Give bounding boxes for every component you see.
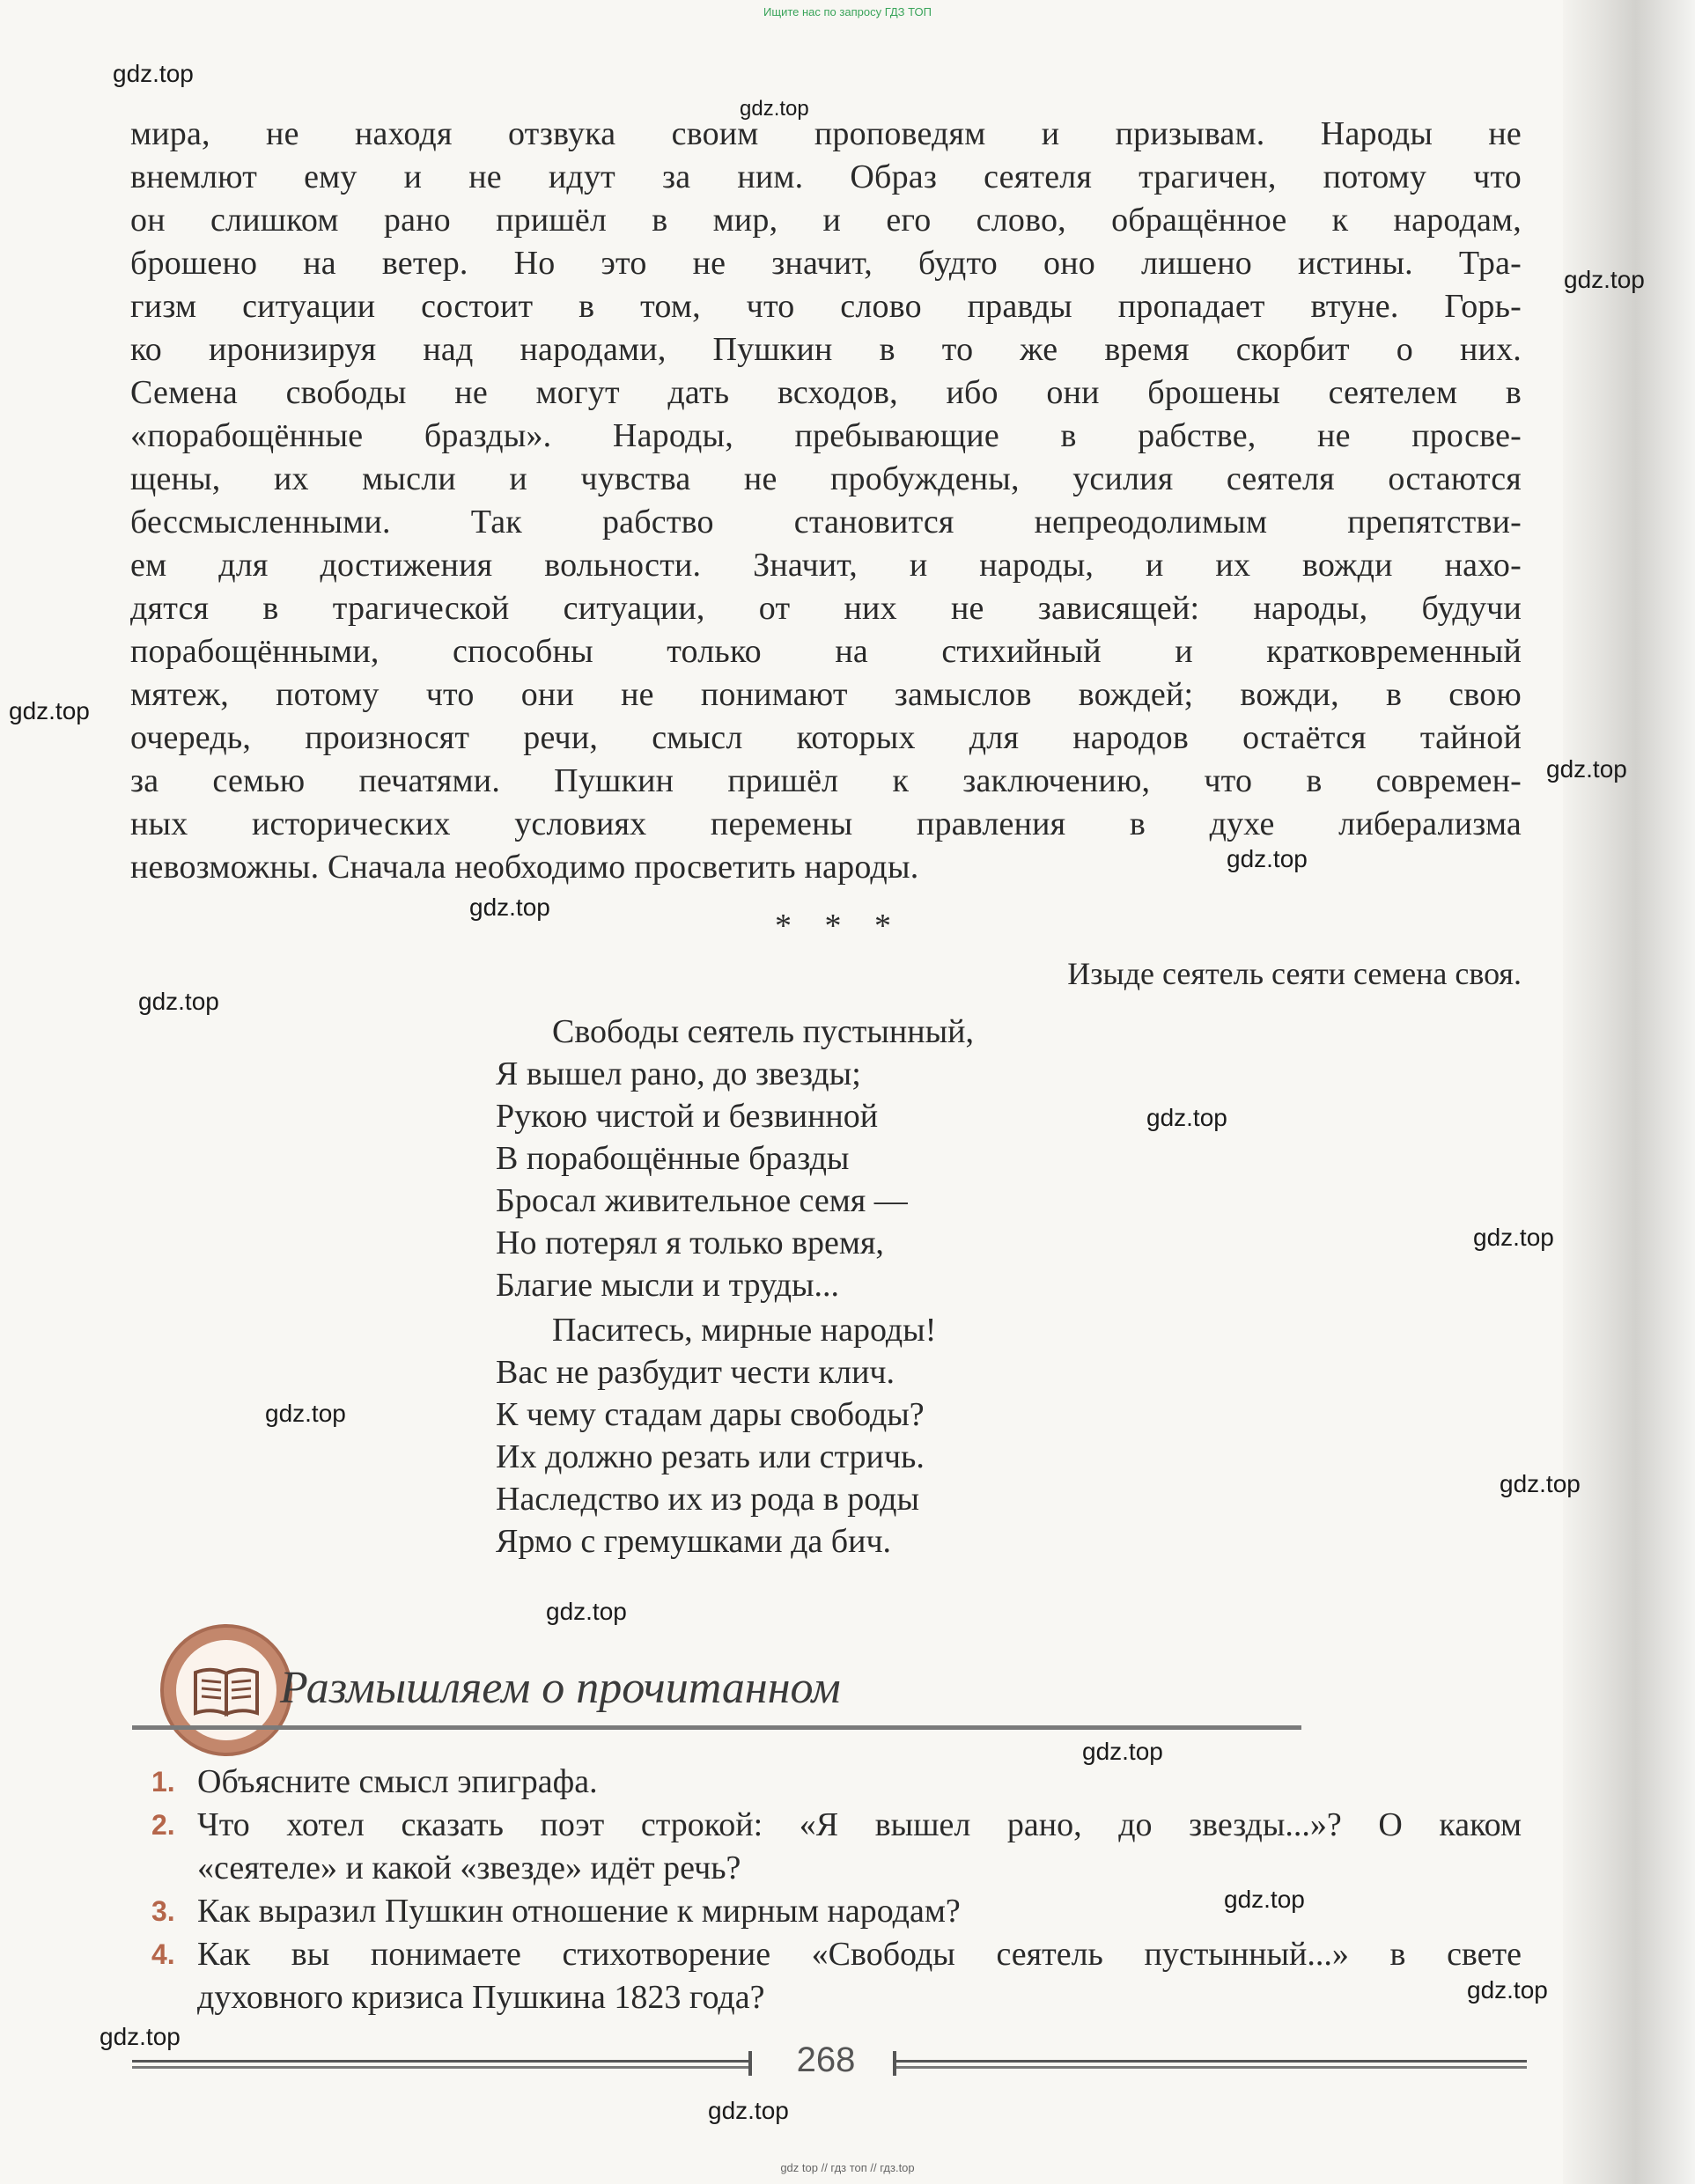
question-list <box>151 1761 1522 2019</box>
prose-line: щены, их мысли и чувства не пробуждены, усилия сеятеля остаются <box>130 460 1522 497</box>
poem-line: К чему стадам дары свободы? <box>496 1396 925 1433</box>
footer-note: gdz top // гдз топ // гдз.top <box>780 2161 915 2174</box>
poem-line: Ярмо с гремушками да бич. <box>496 1523 892 1560</box>
watermark: gdz.top <box>1082 1738 1163 1765</box>
prose-line: гизм ситуации состоит в том, что слово правды пропадает втуне. Горь- <box>130 288 1522 325</box>
poem-line: Паситесь, мирные народы! <box>552 1312 937 1349</box>
prose-line: мятеж, потому что они не понимают замыслов вождей; вожди, в свою <box>130 676 1522 713</box>
watermark: gdz.top <box>1500 1470 1581 1497</box>
prose-line: ем для достижения вольности. Значит, и народы, и их вожди нахо- <box>130 547 1522 584</box>
question-text: «сеятеле» и какой «звезде» идёт речь? <box>197 1849 741 1886</box>
watermark: gdz.top <box>1473 1224 1554 1251</box>
prose-line: «порабощённые бразды». Народы, пребывающие в рабстве, не просве- <box>130 417 1522 454</box>
prose-line: мира, не находя отзвука своим проповедям и призывам. Народы не <box>130 115 1522 152</box>
header-note: Ищите нас по запросу ГДЗ ТОП <box>763 5 932 18</box>
question-number: 2. <box>151 1809 175 1841</box>
prose-line: ных исторических условиях перемены правления в духе либерализма <box>130 805 1522 842</box>
poem-line: Но потерял я только время, <box>496 1224 884 1261</box>
section-title: Размышляем о прочитанном <box>280 1663 841 1713</box>
footer-rule <box>132 2060 748 2069</box>
question-number: 3. <box>151 1895 175 1927</box>
page-number: 268 <box>796 2041 856 2079</box>
prose-line: Семена свободы не могут дать всходов, ибо они брошены сеятелем в <box>130 374 1522 411</box>
poem-line: Вас не разбудит чести клич. <box>496 1354 895 1391</box>
prose-line: ко иронизируя над народами, Пушкин в то же время скорбит о них. <box>130 331 1522 368</box>
question-text: Как выразил Пушкин отношение к мирным народам? <box>197 1893 961 1930</box>
watermark: gdz.top <box>740 97 809 121</box>
watermark: gdz.top <box>138 988 219 1015</box>
question-number: 4. <box>151 1938 175 1970</box>
watermark: gdz.top <box>1564 266 1645 293</box>
prose-line: внемлют ему и не идут за ним. Образ сеятеля трагичен, потому что <box>130 158 1522 195</box>
poem-line: Их должно резать или стричь. <box>496 1438 925 1475</box>
prose-line: дятся в трагической ситуации, от них не зависящей: народы, будучи <box>130 590 1522 627</box>
question-text: духовного кризиса Пушкина 1823 года? <box>197 1979 765 2016</box>
page-gutter-shadow <box>1563 0 1695 2184</box>
watermark: gdz.top <box>1146 1104 1227 1131</box>
watermark: gdz.top <box>1546 755 1627 783</box>
poem-line: Бросал живительное семя — <box>496 1182 908 1219</box>
watermark: gdz.top <box>546 1598 627 1625</box>
watermark: gdz.top <box>1224 1886 1305 1913</box>
footer-rule <box>748 2051 752 2076</box>
prose-line: за семью печатями. Пушкин пришёл к заключению, что в современ- <box>130 762 1522 799</box>
poem-line: Наследство их из рода в роды <box>496 1481 919 1518</box>
prose-line: он слишком рано пришёл в мир, и его слово, обращённое к народам, <box>130 202 1522 239</box>
question-text: Что хотел сказать поэт строкой: «Я вышел рано, до звезды...»? О каком <box>197 1806 1522 1843</box>
watermark: gdz.top <box>265 1400 346 1427</box>
epigraph: Изыде сеятель сеяти семена своя. <box>1067 956 1522 991</box>
question-number: 1. <box>151 1766 175 1798</box>
watermark: gdz.top <box>708 2097 789 2124</box>
watermark: gdz.top <box>469 893 550 921</box>
prose-line: очередь, произносят речи, смысл которых для народов остаётся тайной <box>130 719 1522 756</box>
watermark: gdz.top <box>99 2023 181 2050</box>
prose-line: порабощёнными, способны только на стихийный и кратковременный <box>130 633 1522 670</box>
question-text: Объясните смысл эпиграфа. <box>197 1763 598 1800</box>
section-asterisks: * * * <box>775 908 903 945</box>
prose-line: брошено на ветер. Но это не значит, будто оно лишено истины. Тра- <box>130 245 1522 282</box>
poem-line: Свободы сеятель пустынный, <box>552 1013 974 1050</box>
poem-line: Я вышел рано, до звезды; <box>496 1055 861 1092</box>
watermark: gdz.top <box>9 697 90 724</box>
question-item <box>151 1933 1522 2019</box>
question-item <box>151 1890 1522 1933</box>
poem-line: Рукою чистой и безвинной <box>496 1098 879 1135</box>
poem-line: В порабощённые бразды <box>496 1140 850 1177</box>
open-book-icon <box>160 1624 292 1756</box>
prose-line: бессмысленными. Так рабство становится непреодолимым препятстви- <box>130 504 1522 540</box>
poem <box>496 1011 974 1563</box>
question-item <box>151 1761 1522 1804</box>
section-rule <box>132 1725 1301 1730</box>
watermark: gdz.top <box>1227 845 1308 872</box>
footer-rule <box>896 2060 1527 2069</box>
question-item <box>151 1804 1522 1890</box>
question-text: Как вы понимаете стихотворение «Свободы сеятель пустынный...» в свете <box>197 1936 1522 1973</box>
prose-line: невозможны. Сначала необходимо просветить народы. <box>130 849 919 886</box>
watermark: gdz.top <box>113 60 194 87</box>
prose-text <box>130 113 1522 889</box>
watermark: gdz.top <box>1467 1976 1548 2004</box>
poem-line: Благие мысли и труды... <box>496 1267 840 1304</box>
